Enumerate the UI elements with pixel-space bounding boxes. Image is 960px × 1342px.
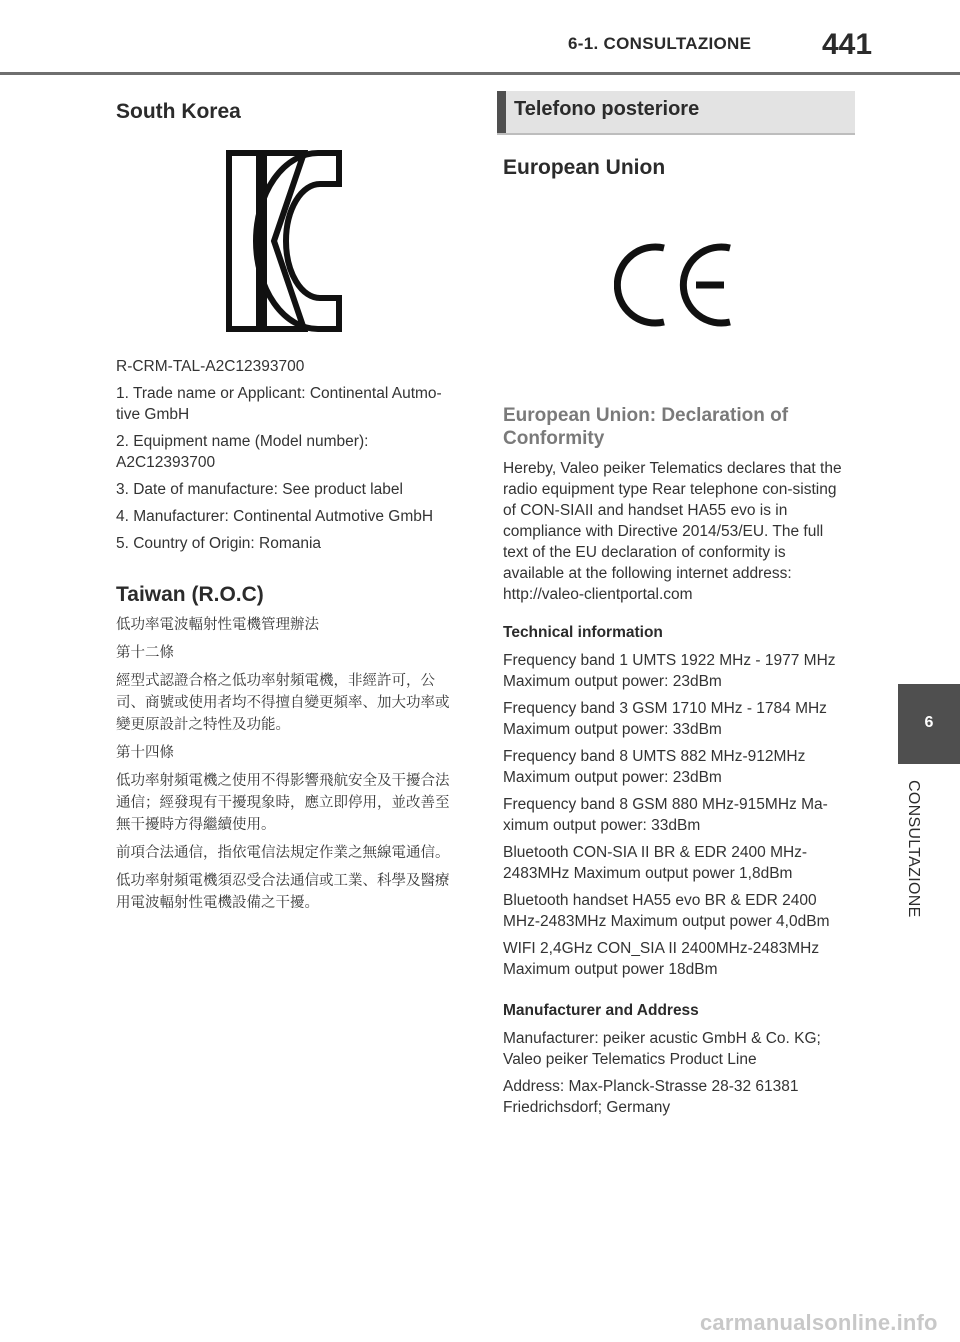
- taiwan-title: Taiwan (R.O.C): [116, 583, 264, 606]
- manufacturer-block: [503, 1000, 848, 1118]
- manufacturer-title: Manufacturer and Address: [503, 1002, 699, 1019]
- chapter-tab[interactable]: [898, 684, 960, 764]
- tech-line: Frequency band 3 GSM 1710 MHz - 1784 MHz Maximum output power: 33dBm: [503, 700, 827, 738]
- tech-line: Bluetooth handset HA55 evo BR & EDR 2400 MHz-2483MHz Maximum output power 4,0dBm: [503, 892, 830, 930]
- eu-title: European Union: [503, 156, 666, 179]
- tech-line: WIFI 2,4GHz CON_SIA II 2400MHz-2483MHz Maximum output power 18dBm: [503, 940, 820, 978]
- declaration-text: Hereby, Valeo peiker Telematics declares that the radio equipment type Rear telephone con-sisting of CON-SIAII and handset HA55 evo is in compliance with Directive 2014/53/EU. The full text of the EU declaration of conformity is available at the following internet address: http://valeo-clientportal.com: [503, 460, 842, 603]
- chapter-label: [904, 780, 934, 940]
- taiwan-line: 第十四條: [116, 745, 174, 761]
- declaration-title: European Union: Declaration of Conformity: [503, 405, 789, 449]
- manufacturer-line: Address: Max-Planck-Strasse 28-32 61381 Friedrichsdorf; Germany: [503, 1078, 799, 1116]
- korea-line: 1. Trade name or Applicant: Continental Autmo-tive GmbH: [116, 385, 442, 423]
- korea-line: 2. Equipment name (Model number): A2C12393700: [116, 433, 369, 471]
- taiwan-line: 低功率電波輻射性電機管理辦法: [116, 617, 319, 633]
- page-number: 441: [822, 28, 873, 61]
- korea-line: 5. Country of Origin: Romania: [116, 535, 322, 552]
- technical-block: [503, 622, 848, 980]
- chapter-label-text: CONSULTAZIONE: [905, 780, 922, 918]
- page-header: [0, 0, 960, 76]
- kc-mark-icon: [226, 150, 342, 332]
- technical-title: Technical information: [503, 624, 663, 641]
- watermark: carmanualsonline.info: [700, 1310, 938, 1335]
- declaration-block: [503, 404, 848, 605]
- taiwan-line: 前項合法通信，指依電信法規定作業之無線電通信。: [116, 845, 450, 861]
- tech-line: Frequency band 1 UMTS 1922 MHz - 1977 MHz Maximum output power: 23dBm: [503, 652, 836, 690]
- tech-line: Frequency band 8 UMTS 882 MHz-912MHz Maximum output power: 23dBm: [503, 748, 806, 786]
- chapter-number: 6: [924, 714, 934, 731]
- ce-mark-icon: [614, 240, 732, 330]
- subsection-title: Telefono posteriore: [514, 98, 700, 120]
- taiwan-line: 低功率射頻電機之使用不得影響飛航安全及干擾合法通信；經發現有干擾現象時，應立即停用，並改善至無干擾時方得繼續使用。: [116, 773, 450, 833]
- section-title: 6-1. CONSULTAZIONE: [568, 34, 752, 53]
- taiwan-line: 經型式認證合格之低功率射頻電機，非經許可，公司、商號或使用者均不得擅自變更頻率、加大功率或變更原設計之特性及功能。: [116, 673, 450, 733]
- header-rule: [0, 72, 960, 75]
- korea-line: R-CRM-TAL-A2C12393700: [116, 358, 305, 375]
- manufacturer-line: Manufacturer: peiker acustic GmbH & Co. KG; Valeo peiker Telematics Product Line: [503, 1030, 821, 1068]
- taiwan-line: 低功率射頻電機須忍受合法通信或工業、科學及醫療用電波輻射性電機設備之干擾。: [116, 873, 450, 911]
- korea-line: 3. Date of manufacture: See product label: [116, 481, 403, 498]
- tech-line: Frequency band 8 GSM 880 MHz-915MHz Ma-ximum output power: 33dBm: [503, 796, 828, 834]
- korea-details: [116, 356, 461, 554]
- taiwan-details: [116, 614, 461, 914]
- tech-line: Bluetooth CON-SIA II BR & EDR 2400 MHz-2483MHz Maximum output power 1,8dBm: [503, 844, 808, 882]
- korea-line: 4. Manufacturer: Continental Autmotive GmbH: [116, 508, 434, 525]
- korea-title: South Korea: [116, 100, 241, 123]
- taiwan-line: 第十二條: [116, 645, 174, 661]
- subsection-accent: [497, 91, 506, 133]
- subsection-bar: [497, 91, 855, 135]
